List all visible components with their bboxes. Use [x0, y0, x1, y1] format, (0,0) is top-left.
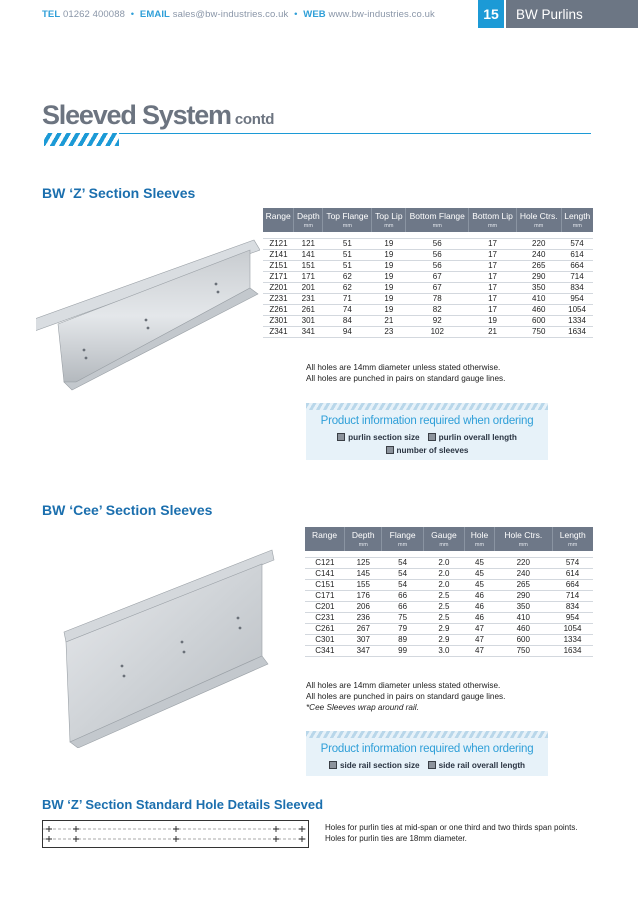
table-cell: 56: [406, 249, 469, 260]
table-row: [305, 645, 593, 656]
order-option[interactable]: [337, 431, 419, 444]
table-cell: 47: [464, 645, 494, 656]
table-cell: C301: [305, 634, 345, 645]
info-stripe-decoration: [306, 403, 548, 410]
table-cell: 66: [382, 590, 424, 601]
table-cell: 62: [323, 282, 372, 293]
table-cell: 574: [552, 557, 593, 568]
column-header: [464, 527, 494, 551]
order-option-label: purlin section size: [348, 433, 420, 442]
column-label: Length: [559, 530, 586, 540]
order-options: [306, 759, 548, 772]
table-row: [263, 315, 593, 326]
note-line: Holes for purlin ties at mid-span or one third and two thirds span points.: [325, 823, 578, 832]
table-row: [263, 282, 593, 293]
separator-dot: •: [130, 9, 135, 20]
table-cell: 19: [372, 249, 406, 260]
table-row: [305, 590, 593, 601]
table-cell: Z301: [263, 315, 294, 326]
table-cell: 954: [561, 293, 593, 304]
column-label: Hole Ctrs.: [504, 530, 543, 540]
table-cell: 46: [464, 612, 494, 623]
column-label: Hole: [470, 530, 489, 540]
table-cell: 267: [345, 623, 382, 634]
note-line: All holes are punched in pairs on standard gauge lines.: [306, 692, 506, 701]
order-option-label: purlin overall length: [438, 433, 517, 442]
checkbox-icon[interactable]: [428, 433, 436, 441]
table-cell: 600: [495, 634, 552, 645]
table-cell: Z151: [263, 260, 294, 271]
column-unit: mm: [474, 542, 485, 548]
table-cell: 92: [406, 315, 469, 326]
table-cell: 17: [469, 293, 517, 304]
column-label: Depth: [296, 211, 320, 221]
web-value[interactable]: www.bw-industries.co.uk: [328, 9, 435, 20]
table-cell: 265: [516, 260, 561, 271]
table-cell: 54: [382, 557, 424, 568]
checkbox-icon[interactable]: [329, 761, 337, 769]
table-cell: 2.9: [423, 623, 464, 634]
table-cell: C261: [305, 623, 345, 634]
column-unit: mm: [572, 223, 582, 229]
table-cell: 46: [464, 601, 494, 612]
table-cell: 51: [323, 249, 372, 260]
cee-section-heading: BW ‘Cee’ Section Sleeves: [42, 502, 213, 518]
table-cell: C171: [305, 590, 345, 601]
table-cell: 45: [464, 557, 494, 568]
table-cell: 79: [382, 623, 424, 634]
table-cell: 19: [372, 293, 406, 304]
table-cell: 954: [552, 612, 593, 623]
table-cell: C231: [305, 612, 345, 623]
table-cell: 45: [464, 568, 494, 579]
column-label: Bottom Lip: [472, 211, 513, 221]
order-option[interactable]: [329, 759, 420, 772]
table-cell: 17: [469, 260, 517, 271]
column-header: [406, 208, 469, 232]
table-row: [305, 601, 593, 612]
cee-notes: [306, 680, 505, 713]
table-cell: 78: [406, 293, 469, 304]
column-unit: mm: [358, 542, 368, 548]
order-option-label: side rail section size: [339, 761, 420, 770]
column-unit: mm: [518, 542, 528, 548]
table-cell: 206: [345, 601, 382, 612]
column-label: Hole Ctrs.: [519, 211, 558, 221]
order-option-label: number of sleeves: [396, 446, 469, 455]
table-cell: 341: [294, 326, 323, 337]
table-cell: Z341: [263, 326, 294, 337]
table-cell: 236: [345, 612, 382, 623]
table-row: [305, 634, 593, 645]
table-cell: 350: [516, 282, 561, 293]
table-cell: 19: [372, 282, 406, 293]
note-line: Holes for purlin ties are 18mm diameter.: [325, 833, 467, 843]
table-cell: 102: [406, 326, 469, 337]
table-cell: 151: [294, 260, 323, 271]
column-unit: mm: [439, 542, 449, 548]
column-header: [423, 527, 464, 551]
table-cell: 54: [382, 568, 424, 579]
section-tab: BW Purlins: [506, 0, 638, 28]
table-cell: 574: [561, 238, 593, 249]
table-cell: 2.0: [423, 568, 464, 579]
table-cell: 2.9: [423, 634, 464, 645]
table-cell: 1054: [561, 304, 593, 315]
contact-bar: [42, 9, 435, 20]
table-cell: 714: [552, 590, 593, 601]
table-cell: 21: [469, 326, 517, 337]
column-unit: mm: [432, 223, 442, 229]
table-cell: 2.5: [423, 590, 464, 601]
email-label: EMAIL: [139, 9, 170, 20]
table-cell: 125: [345, 557, 382, 568]
table-cell: 301: [294, 315, 323, 326]
hole-details-diagram: [42, 820, 309, 848]
table-cell: 89: [382, 634, 424, 645]
title-stripe-decoration: [44, 133, 119, 146]
table-cell: 155: [345, 579, 382, 590]
table-cell: 23: [372, 326, 406, 337]
order-option[interactable]: [386, 444, 469, 457]
column-unit: mm: [398, 542, 408, 548]
table-cell: 460: [516, 304, 561, 315]
table-cell: 231: [294, 293, 323, 304]
table-cell: 19: [372, 238, 406, 249]
column-header: [516, 208, 561, 232]
table-cell: 45: [464, 579, 494, 590]
separator-dot: •: [294, 9, 298, 20]
column-unit: mm: [534, 223, 544, 229]
column-header: [561, 208, 593, 232]
table-cell: 21: [372, 315, 406, 326]
table-cell: 664: [561, 260, 593, 271]
column-header: [469, 208, 517, 232]
column-header: [552, 527, 593, 551]
z-spec-table: [263, 208, 593, 338]
table-cell: 350: [495, 601, 552, 612]
z-sleeve-illustration: [36, 232, 260, 392]
z-order-info-box: [306, 403, 548, 460]
column-header: [294, 208, 323, 232]
column-header: [372, 208, 406, 232]
table-cell: 1334: [561, 315, 593, 326]
table-row: [263, 304, 593, 315]
table-cell: 141: [294, 249, 323, 260]
table-cell: 56: [406, 238, 469, 249]
table-row: [263, 271, 593, 282]
order-option[interactable]: [428, 759, 525, 772]
table-cell: 67: [406, 271, 469, 282]
column-header: [495, 527, 552, 551]
title-divider: [119, 133, 591, 134]
page-number: 15: [478, 0, 504, 28]
table-cell: 17: [469, 304, 517, 315]
order-option[interactable]: [428, 431, 517, 444]
table-cell: 47: [464, 623, 494, 634]
table-cell: 176: [345, 590, 382, 601]
table-row: [305, 612, 593, 623]
table-row: [263, 326, 593, 337]
order-options: [306, 431, 548, 457]
table-cell: 74: [323, 304, 372, 315]
table-row: [305, 623, 593, 634]
column-label: Top Lip: [375, 211, 403, 221]
table-cell: 145: [345, 568, 382, 579]
table-cell: 664: [552, 579, 593, 590]
column-unit: mm: [303, 223, 313, 229]
note-line: All holes are 14mm diameter unless stated otherwise.: [306, 681, 501, 690]
tel-label: TEL: [42, 9, 61, 20]
table-cell: Z231: [263, 293, 294, 304]
column-header: [263, 208, 294, 232]
table-cell: 220: [516, 238, 561, 249]
table-cell: 17: [469, 282, 517, 293]
table-cell: 240: [495, 568, 552, 579]
table-cell: C341: [305, 645, 345, 656]
table-cell: 19: [372, 260, 406, 271]
page-title: [42, 100, 274, 131]
table-header-row: [263, 208, 593, 232]
table-cell: 3.0: [423, 645, 464, 656]
table-cell: 614: [561, 249, 593, 260]
table-cell: Z201: [263, 282, 294, 293]
table-cell: C151: [305, 579, 345, 590]
order-info-title: Product information required when ordering: [320, 415, 534, 427]
table-cell: 290: [516, 271, 561, 282]
table-cell: 19: [372, 304, 406, 315]
column-header: [323, 208, 372, 232]
table-cell: 51: [323, 260, 372, 271]
column-label: Range: [312, 530, 338, 540]
table-cell: 46: [464, 590, 494, 601]
table-cell: 1634: [552, 645, 593, 656]
table-cell: Z261: [263, 304, 294, 315]
table-cell: 1054: [552, 623, 593, 634]
z-section-heading: BW ‘Z’ Section Sleeves: [42, 185, 196, 201]
table-cell: Z141: [263, 249, 294, 260]
info-stripe-decoration: [306, 731, 548, 738]
table-cell: 82: [406, 304, 469, 315]
table-cell: 121: [294, 238, 323, 249]
table-cell: 56: [406, 260, 469, 271]
page-title-sub: contd: [234, 111, 275, 128]
note-line: [306, 702, 505, 713]
checkbox-icon[interactable]: [428, 761, 436, 769]
table-cell: 17: [469, 238, 517, 249]
table-cell: 71: [323, 293, 372, 304]
table-cell: 290: [495, 590, 552, 601]
email-value[interactable]: sales@bw-industries.co.uk: [172, 9, 289, 20]
table-cell: 62: [323, 271, 372, 282]
tel-value: 01262 400088: [63, 9, 125, 20]
table-cell: 66: [382, 601, 424, 612]
table-cell: 1634: [561, 326, 593, 337]
cee-sleeve-illustration: [62, 546, 276, 748]
table-cell: 614: [552, 568, 593, 579]
table-row: [305, 557, 593, 568]
web-label: WEB: [303, 9, 326, 20]
table-cell: C121: [305, 557, 345, 568]
column-label: Top Flange: [326, 211, 369, 221]
column-header: [305, 527, 345, 551]
table-cell: 2.5: [423, 601, 464, 612]
table-cell: 94: [323, 326, 372, 337]
cee-order-info-box: [306, 731, 548, 776]
table-row: [305, 568, 593, 579]
table-cell: 75: [382, 612, 424, 623]
order-info-title: Product information required when ordering: [320, 743, 534, 755]
column-unit: mm: [342, 223, 352, 229]
table-cell: Z121: [263, 238, 294, 249]
note-line: All holes are punched in pairs on standard gauge lines.: [306, 374, 506, 383]
table-cell: 261: [294, 304, 323, 315]
order-option-label: side rail overall length: [438, 761, 526, 770]
table-cell: 2.0: [423, 579, 464, 590]
table-cell: 1334: [552, 634, 593, 645]
table-cell: 410: [495, 612, 552, 623]
column-label: Depth: [351, 530, 375, 540]
checkbox-icon[interactable]: [337, 433, 345, 441]
table-cell: 750: [495, 645, 552, 656]
table-cell: 307: [345, 634, 382, 645]
column-label: Gauge: [431, 530, 457, 540]
table-row: [263, 238, 593, 249]
column-label: Bottom Flange: [409, 211, 465, 221]
table-row: [263, 293, 593, 304]
table-cell: 460: [495, 623, 552, 634]
table-cell: 2.5: [423, 612, 464, 623]
table-cell: C141: [305, 568, 345, 579]
page-title-main: Sleeved System: [42, 100, 231, 130]
column-unit: mm: [384, 223, 394, 229]
table-cell: 47: [464, 634, 494, 645]
table-row: [263, 249, 593, 260]
table-cell: 600: [516, 315, 561, 326]
column-label: Range: [265, 211, 291, 221]
table-cell: 19: [469, 315, 517, 326]
column-header: [345, 527, 382, 551]
table-cell: 99: [382, 645, 424, 656]
table-cell: Z171: [263, 271, 294, 282]
table-cell: 19: [372, 271, 406, 282]
column-unit: mm: [568, 542, 578, 548]
table-cell: 750: [516, 326, 561, 337]
table-row: [263, 260, 593, 271]
table-cell: 265: [495, 579, 552, 590]
column-label: Length: [564, 211, 591, 221]
table-cell: 17: [469, 271, 517, 282]
table-cell: 410: [516, 293, 561, 304]
table-cell: 347: [345, 645, 382, 656]
column-header: [382, 527, 424, 551]
table-cell: 2.0: [423, 557, 464, 568]
hole-details-heading: BW ‘Z’ Section Standard Hole Details Sleeved: [42, 797, 324, 812]
note-line: All holes are 14mm diameter unless stated otherwise.: [306, 363, 501, 372]
table-cell: 220: [495, 557, 552, 568]
cee-spec-table: [305, 527, 593, 657]
table-cell: 240: [516, 249, 561, 260]
table-cell: 834: [552, 601, 593, 612]
table-cell: 51: [323, 238, 372, 249]
table-cell: 201: [294, 282, 323, 293]
table-cell: C201: [305, 601, 345, 612]
table-cell: 54: [382, 579, 424, 590]
hole-layout-drawing: [43, 821, 308, 847]
table-cell: 67: [406, 282, 469, 293]
table-cell: 17: [469, 249, 517, 260]
table-cell: 834: [561, 282, 593, 293]
checkbox-icon[interactable]: [386, 446, 394, 454]
note-italic: *Cee Sleeves wrap around rail.: [306, 703, 419, 712]
table-cell: 171: [294, 271, 323, 282]
table-cell: 714: [561, 271, 593, 282]
table-cell: 84: [323, 315, 372, 326]
column-unit: mm: [487, 223, 498, 229]
hole-details-notes: [325, 823, 578, 844]
z-notes: [306, 362, 505, 384]
table-header-row: [305, 527, 593, 551]
table-row: [305, 579, 593, 590]
column-label: Flange: [389, 530, 416, 540]
